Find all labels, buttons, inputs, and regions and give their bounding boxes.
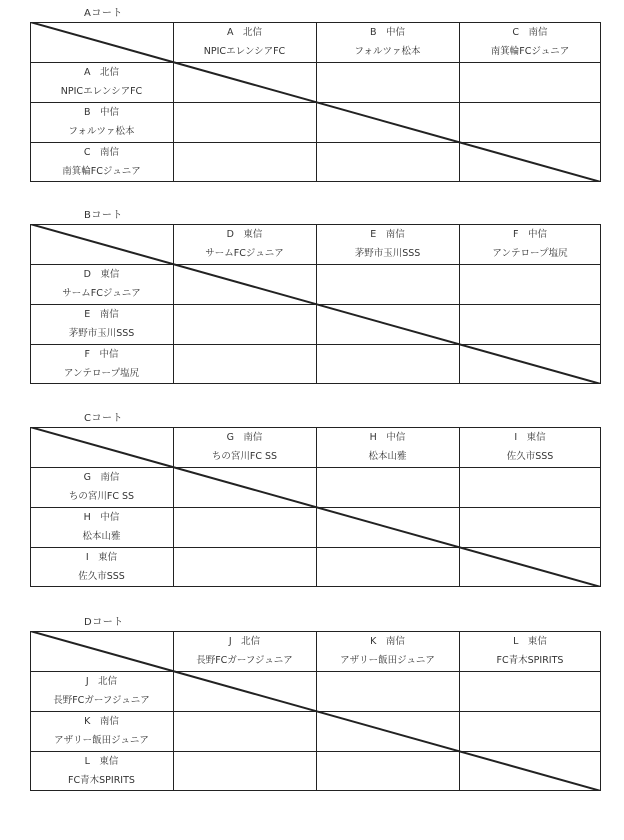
team-name: FC青木SPIRITS [496, 655, 564, 666]
team-name: 佐久市SSS [78, 571, 125, 582]
team-name: 松本山雅 [368, 451, 407, 462]
team-name: アザリー飯田ジュニア [340, 655, 435, 666]
match-grid [30, 22, 601, 182]
team-name: サームFCジュニア [62, 288, 141, 299]
team-name: 南箕輪FCジュニア [62, 166, 141, 177]
team-name: 南箕輪FCジュニア [490, 46, 570, 57]
row-header [30, 305, 173, 343]
team-name: アンテロープ塩尻 [63, 368, 140, 379]
match-grid [30, 224, 601, 384]
team-name: ちの宮川FC SS [68, 491, 135, 502]
team-group: I 東信 [85, 552, 118, 563]
team-group: I 東信 [514, 432, 546, 443]
team-group: L 東信 [513, 636, 547, 647]
team-name: NPICエレンシアFC [203, 46, 286, 57]
team-name: サームFCジュニア [205, 248, 284, 259]
team-group: B 中信 [369, 27, 406, 38]
column-header [459, 225, 601, 263]
team-name: ちの宮川FC SS [211, 451, 278, 462]
team-name: 長野FCガーフジュニア [53, 695, 150, 706]
team-group: C 南信 [83, 147, 120, 158]
team-group: H 中信 [83, 512, 120, 523]
team-name: 松本山雅 [82, 531, 121, 542]
column-header [316, 23, 459, 61]
team-name: フォルツァ松本 [354, 46, 421, 57]
row-header [30, 548, 173, 586]
row-header [30, 103, 173, 141]
team-name: アザリー飯田ジュニア [54, 735, 149, 746]
court-section [30, 413, 601, 589]
column-header [173, 23, 316, 61]
row-header [30, 63, 173, 101]
row-header [30, 265, 173, 303]
court-section [30, 8, 601, 184]
team-group: E 南信 [370, 229, 405, 240]
team-group: K 南信 [84, 716, 119, 727]
team-group: A 北信 [227, 27, 262, 38]
column-header [173, 632, 316, 670]
column-header [316, 225, 459, 263]
row-header [30, 345, 173, 383]
row-header [30, 712, 173, 750]
row-header [30, 143, 173, 181]
team-group: E 南信 [84, 309, 119, 320]
court-label: Aコート [84, 8, 123, 19]
team-name: 佐久市SSS [506, 451, 554, 462]
column-header [459, 23, 601, 61]
team-group: G 南信 [226, 432, 263, 443]
team-name: 茅野市玉川SSS [68, 328, 135, 339]
team-group: F 中信 [84, 349, 119, 360]
column-header [316, 428, 459, 466]
team-name: フォルツァ松本 [68, 126, 135, 137]
column-header [173, 225, 316, 263]
team-group: C 南信 [512, 27, 548, 38]
team-group: J 北信 [85, 676, 118, 687]
team-name: FC青木SPIRITS [68, 775, 135, 786]
row-header [30, 508, 173, 546]
team-group: A 北信 [84, 67, 119, 78]
match-grid [30, 631, 601, 791]
row-header [30, 752, 173, 790]
team-group: D 東信 [226, 229, 263, 240]
column-header [316, 632, 459, 670]
court-label: Dコート [84, 617, 124, 628]
column-header [459, 632, 601, 670]
team-group: G 南信 [83, 472, 120, 483]
team-group: K 南信 [370, 636, 405, 647]
team-group: L 東信 [84, 756, 119, 767]
column-header [173, 428, 316, 466]
team-name: アンテロープ塩尻 [492, 248, 568, 259]
team-group: H 中信 [369, 432, 406, 443]
column-header [459, 428, 601, 466]
team-name: 長野FCガーフジュニア [196, 655, 293, 666]
court-label: Cコート [84, 413, 123, 424]
team-group: J 北信 [228, 636, 261, 647]
team-group: D 東信 [83, 269, 120, 280]
court-section [30, 617, 601, 793]
team-name: NPICエレンシアFC [60, 86, 143, 97]
court-label: Bコート [84, 210, 123, 221]
team-group: F 中信 [513, 229, 547, 240]
court-section [30, 210, 601, 386]
row-header [30, 468, 173, 506]
row-header [30, 672, 173, 710]
team-group: B 中信 [83, 107, 120, 118]
team-name: 茅野市玉川SSS [354, 248, 421, 259]
match-grid [30, 427, 601, 587]
